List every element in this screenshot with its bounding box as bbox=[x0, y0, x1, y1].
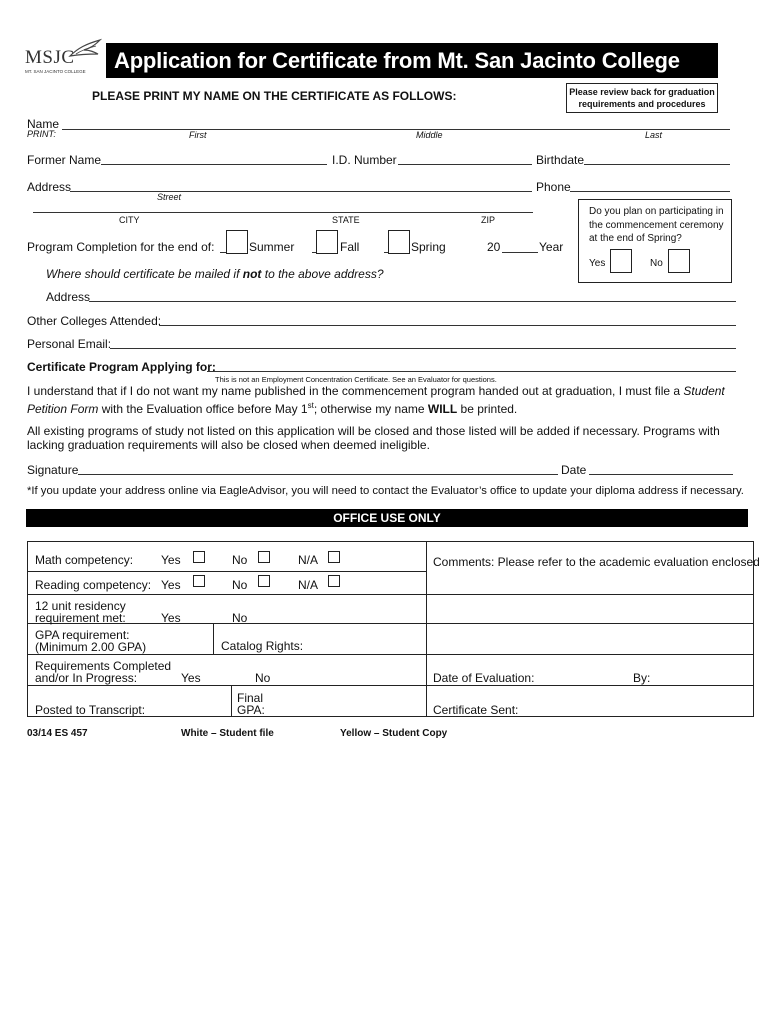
date-of-evaluation-label: Date of Evaluation: bbox=[433, 671, 535, 685]
certificate-program-note: This is not an Employment Concentration Certificate. See an Evaluator for questions. bbox=[215, 375, 497, 384]
summer-label: Summer bbox=[249, 240, 295, 254]
name-last-caption: Last bbox=[645, 130, 663, 140]
program-completion-label: Program Completion for the end of: bbox=[27, 240, 215, 254]
white-copy-note: White – Student file bbox=[181, 728, 274, 739]
ceremony-no-label: No bbox=[650, 258, 663, 269]
statement-program-closure: All existing programs of study not listed on this application will be closed and those listed will be added if necessary. Programs with lacking graduation requirements will also be closed when deemed ineligible. bbox=[27, 424, 720, 452]
certificate-program-field[interactable] bbox=[207, 371, 736, 372]
gpa-label-line1: GPA requirement: bbox=[35, 628, 130, 642]
certificate-program-label: Certificate Program Applying for: bbox=[27, 360, 216, 374]
comments-label: Comments: Please refer to the academic evaluation enclosed bbox=[433, 555, 760, 569]
residency-label-line1: 12 unit residency bbox=[35, 599, 126, 613]
residency-label-line2: requirement met: bbox=[35, 611, 126, 625]
table-vline bbox=[213, 623, 214, 654]
math-no-checkbox[interactable] bbox=[258, 551, 270, 563]
spring-label: Spring bbox=[411, 240, 446, 254]
reading-na-checkbox[interactable] bbox=[328, 575, 340, 587]
reading-competency-label: Reading competency: bbox=[35, 578, 152, 592]
id-number-field[interactable] bbox=[398, 164, 532, 165]
print-name-heading: PLEASE PRINT MY NAME ON THE CERTIFICATE AS FOLLOWS: bbox=[92, 89, 457, 103]
city-state-zip-field[interactable] bbox=[33, 212, 533, 213]
signature-label: Signature bbox=[27, 463, 79, 477]
table-hline bbox=[28, 571, 427, 572]
review-note-box bbox=[566, 83, 718, 113]
summer-checkbox[interactable] bbox=[226, 230, 248, 254]
college-logo bbox=[22, 40, 104, 76]
former-name-label: Former Name bbox=[27, 153, 102, 167]
city-caption: CITY bbox=[119, 215, 140, 225]
mailing-question-bold: not bbox=[242, 267, 262, 281]
spring-checkbox[interactable] bbox=[388, 230, 410, 254]
phone-label: Phone bbox=[536, 180, 571, 194]
phone-field[interactable] bbox=[570, 191, 730, 192]
street-caption: Street bbox=[157, 192, 182, 202]
reading-yes-label: Yes bbox=[161, 578, 181, 592]
posted-to-transcript-label: Posted to Transcript: bbox=[35, 703, 146, 717]
math-no-label: No bbox=[232, 553, 248, 567]
office-use-table bbox=[27, 541, 760, 717]
reading-no-label: No bbox=[232, 578, 248, 592]
office-use-title: OFFICE USE ONLY bbox=[333, 511, 441, 525]
requirements-no-label: No bbox=[255, 671, 271, 685]
math-na-checkbox[interactable] bbox=[328, 551, 340, 563]
table-vline bbox=[426, 542, 427, 717]
date-field[interactable] bbox=[589, 474, 733, 475]
residency-yes-label: Yes bbox=[161, 611, 181, 625]
statement1-italic: Student Petition Form bbox=[27, 384, 725, 416]
statement1-part-d: be printed. bbox=[457, 401, 518, 416]
statement1-part-c: ; otherwise my name bbox=[313, 401, 428, 416]
mailing-question-pre: Where should certificate be mailed if bbox=[46, 267, 243, 281]
office-use-banner bbox=[26, 509, 748, 527]
evaluated-by-label: By: bbox=[633, 671, 651, 685]
mailing-question bbox=[46, 267, 384, 281]
state-caption: STATE bbox=[332, 215, 360, 225]
mailing-address-label: Address bbox=[46, 290, 91, 304]
table-hline bbox=[28, 685, 753, 686]
name-print-caption: PRINT: bbox=[27, 129, 56, 139]
statement1-part-a: I understand that if I do not want my name published in the commencement program handed out at graduation, I must file a bbox=[27, 384, 684, 398]
birthdate-field[interactable] bbox=[584, 164, 730, 165]
year-prefix: 20 bbox=[487, 240, 501, 254]
name-first-caption: First bbox=[189, 130, 207, 140]
logo-text: MSJC bbox=[25, 47, 75, 68]
certificate-sent-label: Certificate Sent: bbox=[433, 703, 519, 717]
mailing-question-post: to the above address? bbox=[261, 267, 384, 281]
requirements-label-line2: and/or In Progress: bbox=[35, 671, 138, 685]
requirements-label-line1: Requirements Completed bbox=[35, 659, 172, 673]
yellow-copy-note: Yellow – Student Copy bbox=[340, 728, 448, 739]
table-hline bbox=[28, 654, 753, 655]
signature-field[interactable] bbox=[78, 474, 558, 475]
address-label: Address bbox=[27, 180, 72, 194]
logo-subtext: MT. SAN JACINTO COLLEGE bbox=[25, 69, 86, 74]
year-label: Year bbox=[539, 240, 564, 254]
year-field[interactable] bbox=[502, 252, 538, 253]
fall-label: Fall bbox=[340, 240, 360, 254]
other-colleges-label: Other Colleges Attended: bbox=[27, 314, 162, 328]
id-number-label: I.D. Number bbox=[332, 153, 397, 167]
date-label: Date bbox=[561, 463, 587, 477]
table-hline bbox=[28, 623, 753, 624]
update-note: *If you update your address online via EagleAdvisor, you will need to contact the Evaluator’s office to update your diploma address if necessary. bbox=[27, 485, 744, 497]
other-colleges-field[interactable] bbox=[159, 325, 736, 326]
street-field[interactable] bbox=[70, 191, 532, 192]
title-banner bbox=[106, 43, 718, 78]
gpa-label-line2: (Minimum 2.00 GPA) bbox=[35, 640, 147, 654]
ceremony-question: Do you plan on participating in the commencement ceremony at the end of Spring? bbox=[589, 206, 724, 244]
review-note: Please review back for graduation requirements and procedures bbox=[569, 87, 715, 109]
reading-no-checkbox[interactable] bbox=[258, 575, 270, 587]
final-gpa-label-line1: Final bbox=[237, 691, 264, 705]
name-label: Name bbox=[27, 117, 60, 131]
requirements-yes-label: Yes bbox=[181, 671, 201, 685]
former-name-field[interactable] bbox=[101, 164, 327, 165]
page-title: Application for Certificate from Mt. San Jacinto College bbox=[114, 48, 680, 73]
table-vline bbox=[231, 685, 232, 717]
math-competency-label: Math competency: bbox=[35, 553, 134, 567]
table-hline bbox=[28, 594, 753, 595]
residency-no-label: No bbox=[232, 611, 248, 625]
email-label: Personal Email: bbox=[27, 337, 112, 351]
catalog-rights-label: Catalog Rights: bbox=[221, 639, 304, 653]
fall-checkbox[interactable] bbox=[316, 230, 338, 254]
reading-yes-checkbox[interactable] bbox=[193, 575, 205, 587]
statement1-sup: st bbox=[307, 400, 314, 410]
mailing-address-field[interactable] bbox=[89, 301, 736, 302]
birthdate-label: Birthdate bbox=[536, 153, 585, 167]
statement1-bold: WILL bbox=[427, 401, 458, 416]
math-yes-label: Yes bbox=[161, 553, 181, 567]
statement1-part-b: with the Evaluation office before May 1 bbox=[98, 401, 308, 416]
name-middle-caption: Middle bbox=[416, 130, 443, 140]
ceremony-no-checkbox[interactable] bbox=[668, 249, 690, 273]
statement-name-publication bbox=[27, 385, 743, 416]
ceremony-box bbox=[578, 199, 732, 283]
form-code: 03/14 ES 457 bbox=[27, 728, 88, 739]
math-na-label: N/A bbox=[298, 553, 319, 567]
zip-caption: ZIP bbox=[481, 215, 496, 225]
final-gpa-label-line2: GPA: bbox=[237, 703, 265, 717]
ceremony-yes-label: Yes bbox=[589, 258, 606, 269]
ceremony-yes-checkbox[interactable] bbox=[610, 249, 632, 273]
math-yes-checkbox[interactable] bbox=[193, 551, 205, 563]
email-field[interactable] bbox=[110, 348, 736, 349]
reading-na-label: N/A bbox=[298, 578, 319, 592]
name-field[interactable] bbox=[62, 129, 730, 130]
